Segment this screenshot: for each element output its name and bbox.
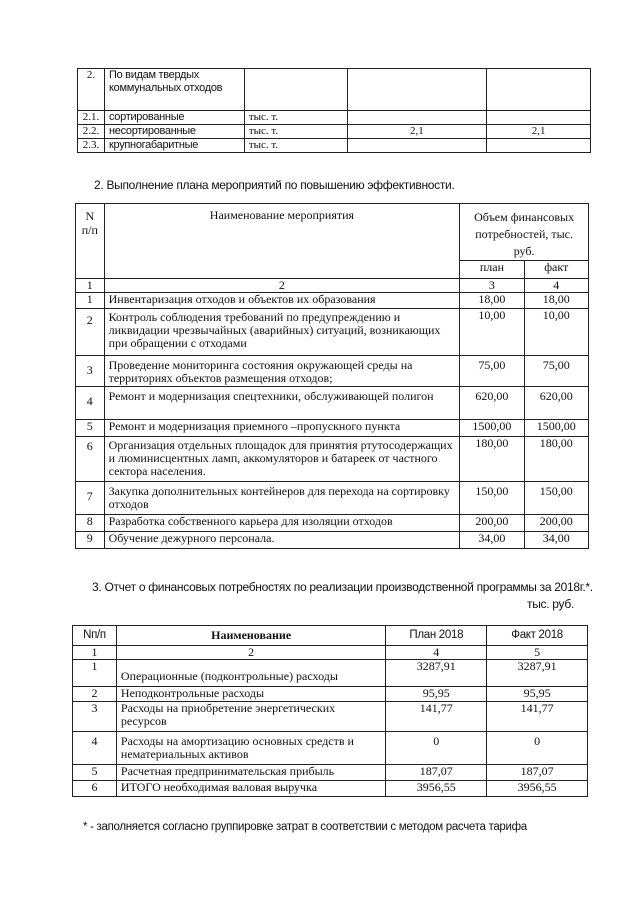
- row-number: 7: [76, 482, 105, 515]
- row-name: Контроль соблюдения требований по предупреждению и ликвидации чрезвычайных (аварийных) ситуаций, возникающих при обращении с отходами: [104, 309, 460, 356]
- section3-heading: 3. Отчет о финансовых потребностях по реализации производственной программы за 2018г.*.: [92, 580, 593, 594]
- row-plan: 180,00: [460, 437, 524, 482]
- col-header-volume: Объем финансовых потребностей, тыс. руб.: [460, 204, 589, 261]
- row-plan: [347, 139, 487, 153]
- row-label: несортированные: [104, 125, 244, 139]
- row-fact: 187,07: [487, 765, 588, 781]
- footnote: * - заполняется согласно группировке затрат в соответствии с методом расчета тарифа: [83, 821, 527, 833]
- table-row: [76, 309, 589, 356]
- row-name: Ремонт и модернизация спецтехники, обслуживающей полигон: [104, 387, 460, 420]
- row-label: крупногабаритные: [104, 139, 244, 153]
- col-header-fact: факт: [524, 261, 588, 279]
- row-name: Расходы на приобретение энергетических ресурсов: [116, 702, 385, 732]
- row-number: 4: [73, 732, 117, 765]
- row-fact: 200,00: [524, 515, 588, 532]
- row-number: 2.2.: [78, 125, 105, 139]
- row-name: Разработка собственного карьера для изоляции отходов: [104, 515, 460, 532]
- table-row: [76, 437, 589, 482]
- col-header-plan: план: [460, 261, 524, 279]
- table-row: [73, 732, 588, 765]
- row-name: Расчетная предпринимательская прибыль: [116, 765, 385, 781]
- section2-heading: 2. Выполнение плана мероприятий по повышению эффективности.: [94, 178, 455, 192]
- table-row: [78, 111, 591, 125]
- row-unit: тыс. т.: [244, 125, 347, 139]
- row-name: Обучение дежурного персонала.: [104, 532, 460, 549]
- table-row: [73, 660, 588, 687]
- row-name: Инвентаризация отходов и объектов их образования: [104, 293, 460, 309]
- table-row: [78, 69, 591, 111]
- row-number: 6: [73, 781, 117, 797]
- table-row: [78, 125, 591, 139]
- waste-types-table: [77, 68, 591, 153]
- row-number: 2.: [78, 69, 105, 111]
- row-number: 4: [76, 387, 105, 420]
- row-plan: 10,00: [460, 309, 524, 356]
- row-plan: 95,95: [386, 687, 487, 702]
- row-label: По видам твердых коммунальных отходов: [104, 69, 244, 111]
- row-number: 3: [76, 356, 105, 387]
- table-row: [73, 781, 588, 797]
- index-row: [73, 646, 588, 660]
- row-number: 6: [76, 437, 105, 482]
- row-plan: [347, 111, 487, 125]
- index-cell: 3: [460, 279, 524, 293]
- row-plan: 187,07: [386, 765, 487, 781]
- unit-label: тыс. руб.: [527, 597, 574, 611]
- row-fact: 1500,00: [524, 420, 588, 437]
- row-number: 3: [73, 702, 117, 732]
- header-row: [73, 626, 588, 646]
- row-fact: [487, 111, 591, 125]
- financial-report-table: [72, 625, 588, 797]
- table-row: [78, 139, 591, 153]
- row-number: 5: [73, 765, 117, 781]
- table-row: [76, 356, 589, 387]
- row-fact: 141,77: [487, 702, 588, 732]
- table-row: [76, 515, 589, 532]
- row-plan: 141,77: [386, 702, 487, 732]
- row-number: 9: [76, 532, 105, 549]
- row-plan: 620,00: [460, 387, 524, 420]
- row-label: сортированные: [104, 111, 244, 125]
- row-fact: 3956,55: [487, 781, 588, 797]
- col-header-name: Наименование: [116, 626, 385, 646]
- row-fact: 18,00: [524, 293, 588, 309]
- row-name: Организация отдельных площадок для принятия ртутосодержащих и люминисцентных ламп, аккомуляторов и батареек от частного сектора населения.: [104, 437, 460, 482]
- row-number: 8: [76, 515, 105, 532]
- row-number: 5: [76, 420, 105, 437]
- row-fact: 0: [487, 732, 588, 765]
- row-fact: 2,1: [487, 125, 591, 139]
- row-plan: 0: [386, 732, 487, 765]
- row-plan: 1500,00: [460, 420, 524, 437]
- row-fact: 95,95: [487, 687, 588, 702]
- table-row: [73, 765, 588, 781]
- row-name: Операционные (подконтрольные) расходы: [116, 660, 385, 687]
- row-fact: 34,00: [524, 532, 588, 549]
- row-number: 1: [76, 293, 105, 309]
- row-plan: 3287,91: [386, 660, 487, 687]
- row-fact: 3287,91: [487, 660, 588, 687]
- index-row: [76, 279, 589, 293]
- row-name: Ремонт и модернизация приемного –пропускного пункта: [104, 420, 460, 437]
- row-number: 2: [76, 309, 105, 356]
- index-cell: 4: [386, 646, 487, 660]
- table-row: [76, 482, 589, 515]
- col-header-fact: Факт 2018: [487, 626, 588, 646]
- row-number: 2.1.: [78, 111, 105, 125]
- index-cell: 2: [104, 279, 460, 293]
- col-header-num: Nп/п: [73, 626, 117, 646]
- col-header-name: Наименование мероприятия: [104, 204, 460, 279]
- row-unit: тыс. т.: [244, 139, 347, 153]
- row-fact: 75,00: [524, 356, 588, 387]
- row-name: ИТОГО необходимая валовая выручка: [116, 781, 385, 797]
- row-plan: 34,00: [460, 532, 524, 549]
- index-cell: 2: [116, 646, 385, 660]
- row-fact: 10,00: [524, 309, 588, 356]
- row-plan: 200,00: [460, 515, 524, 532]
- table-row: [76, 293, 589, 309]
- row-fact: 620,00: [524, 387, 588, 420]
- table-row: [76, 532, 589, 549]
- row-number: 2.3.: [78, 139, 105, 153]
- row-unit: тыс. т.: [244, 111, 347, 125]
- row-number: 2: [73, 687, 117, 702]
- row-name: Расходы на амортизацию основных средств и нематериальных активов: [116, 732, 385, 765]
- row-plan: 3956,55: [386, 781, 487, 797]
- index-cell: 5: [487, 646, 588, 660]
- row-name: Закупка дополнительных контейнеров для перехода на сортировку отходов: [104, 482, 460, 515]
- row-plan: 75,00: [460, 356, 524, 387]
- table-row: [76, 387, 589, 420]
- table-row: [76, 420, 589, 437]
- table-row: [73, 687, 588, 702]
- row-plan: 2,1: [347, 125, 487, 139]
- row-number: 1: [73, 660, 117, 687]
- index-cell: 4: [524, 279, 588, 293]
- col-header-plan: План 2018: [386, 626, 487, 646]
- row-fact: 150,00: [524, 482, 588, 515]
- table-row: [73, 702, 588, 732]
- col-header-num: N п/п: [76, 204, 105, 279]
- row-plan: 150,00: [460, 482, 524, 515]
- index-cell: 1: [76, 279, 105, 293]
- row-name: Неподконтрольные расходы: [116, 687, 385, 702]
- row-fact: 180,00: [524, 437, 588, 482]
- index-cell: 1: [73, 646, 117, 660]
- row-plan: 18,00: [460, 293, 524, 309]
- row-fact: [487, 139, 591, 153]
- measures-table: [75, 203, 589, 549]
- row-name: Проведение мониторинга состояния окружающей среды на территориях объектов размещения отходов;: [104, 356, 460, 387]
